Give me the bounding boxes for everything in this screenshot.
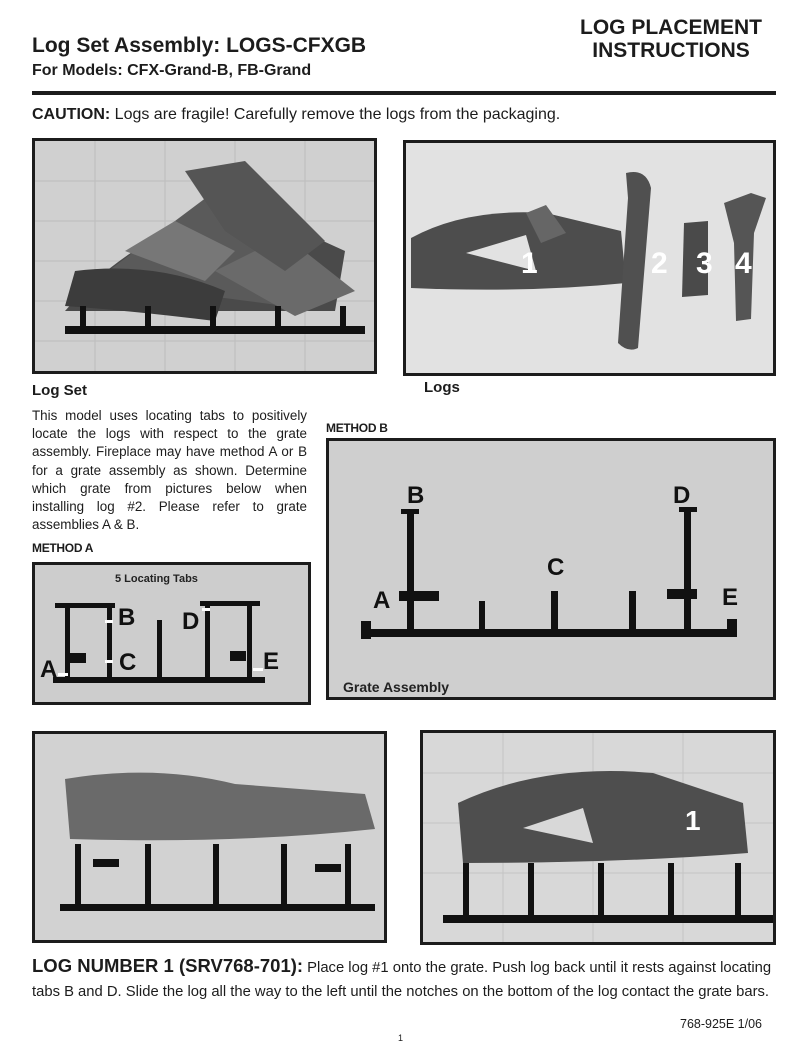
method-a-tab-a: A: [40, 656, 58, 683]
locating-tabs-caption: 5 Locating Tabs: [115, 573, 198, 585]
method-a-tab-b: B: [118, 604, 136, 631]
method-b-tab-a: A: [373, 587, 391, 614]
method-a-tab-d: D: [182, 608, 200, 635]
log1-on-grate-angle-photo: [420, 730, 776, 945]
method-a-photo: [32, 562, 311, 705]
log-set-photo: [32, 138, 377, 374]
method-a-tab-e: E: [263, 648, 280, 675]
models-subtitle: For Models: CFX-Grand-B, FB-Grand: [32, 62, 312, 79]
method-b-tab-d: D: [673, 482, 691, 509]
caution-text: Logs are fragile! Carefully remove the logs from the packaging.: [110, 106, 561, 123]
grate-assembly-caption: Grate Assembly: [343, 679, 450, 695]
logs-caption: Logs: [424, 379, 460, 396]
method-b-label: METHOD B: [326, 421, 388, 435]
method-b-tab-c: C: [547, 554, 565, 581]
bottom-log-label-1: 1: [685, 805, 701, 836]
method-a-tab-c: C: [119, 649, 137, 676]
method-b-tab-e: E: [722, 584, 739, 611]
section-heading-line2: INSTRUCTIONS: [592, 39, 750, 62]
log-label-3: 3: [696, 247, 713, 280]
log-set-caption: Log Set: [32, 382, 87, 399]
document-title: Log Set Assembly: LOGS-CFXGB: [32, 34, 367, 57]
intro-paragraph: This model uses locating tabs to positively locate the logs with respect to the grate assembly. Fireplace may have method A or B for a grate assembly as shown. Determine which grate from pictures below when installing log #2. Please refer to grate assemblies A & B.: [32, 408, 307, 533]
log-label-1: 1: [521, 247, 538, 280]
caution-label: CAUTION:: [32, 106, 111, 123]
section-heading-line1: LOG PLACEMENT: [580, 16, 762, 39]
log-label-4: 4: [735, 247, 752, 280]
method-b-tab-b: B: [407, 482, 425, 509]
section-heading: [560, 16, 782, 62]
method-b-photo: [326, 438, 776, 700]
log1-body: Place log #1 onto the grate. Push log back until it rests against locating tabs B and D. Slide the log all the way to the left until the notches on the bottom of the log contact the grate bars.: [32, 960, 772, 1000]
header-rule: [32, 91, 776, 95]
log1-heading: LOG NUMBER 1 (SRV768-701):: [32, 955, 304, 976]
log1-on-grate-front-photo: [32, 731, 387, 943]
log1-instructions: [32, 954, 778, 1004]
caution-notice: [32, 106, 560, 124]
page-number: 1: [398, 1033, 404, 1043]
logs-photo: [403, 140, 776, 376]
document-number: 768-925E 1/06: [680, 1017, 763, 1031]
log-label-2: 2: [651, 247, 668, 280]
method-a-label: METHOD A: [32, 541, 94, 555]
